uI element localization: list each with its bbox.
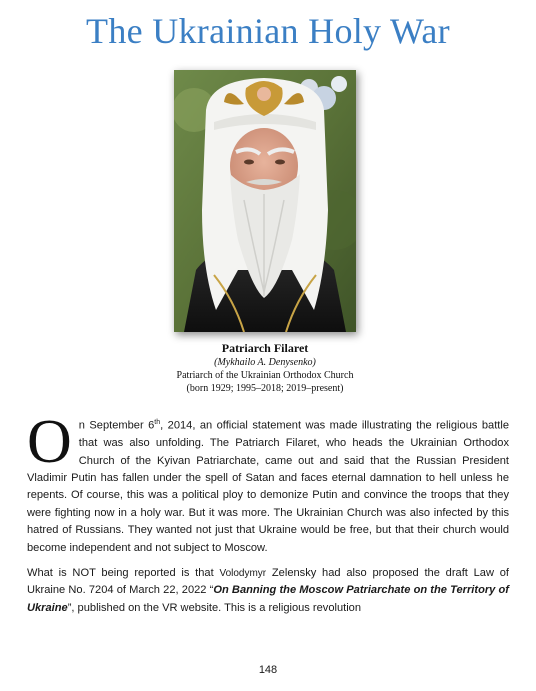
- paragraph-1-text: , 2014, an official statement was made illustrating the religious battle that was also unfolding. The Patriarch Filaret, who heads the Ukrainian Orthodox Church of the Kyivan Patriarchate, came out and said that the Russian President Vladimir Putin has fallen under the spell of Satan and faces eternal damnation to hell unless he repents. Of course, this was a political ploy to demonize Putin and convince the troops that they were fighting now in a holy war. But it was more. The Ukrainian Church was also infected by this hatred of Russians. They wanted not just that Ukraine would be free, but that their church would become independent and not subject to Moscow.: [27, 419, 509, 554]
- portrait-image: [174, 70, 356, 332]
- paragraph-1-superscript: th: [154, 419, 161, 426]
- caption-role: Patriarch of the Ukrainian Orthodox Church: [176, 370, 354, 381]
- paragraph-2-text-3: ”, published on the VR website. This is a religious revolution: [67, 601, 362, 614]
- caption-dates: (born 1929; 1995–2018; 2019–present): [186, 383, 344, 394]
- article-body: [27, 408, 510, 617]
- page-number: 148: [258, 664, 278, 676]
- law-title: On Banning the Moscow Patriarchate on the Territory of Ukraine: [27, 584, 510, 614]
- caption-name: Patriarch Filaret: [221, 341, 309, 355]
- paragraph-2-text-1: What is NOT being reported is that: [27, 566, 220, 579]
- paragraph-2: [27, 565, 509, 617]
- paragraph-1-lead: n September 6: [78, 419, 155, 432]
- paragraph-2-name: Volodymyr: [219, 567, 267, 579]
- caption-birth-name: (Mykhailo A. Denysenko): [214, 357, 316, 368]
- page-title: The Ukrainian Holy War: [86, 11, 450, 51]
- paragraph-1: [27, 408, 509, 557]
- photo-caption: [120, 340, 410, 395]
- patriarch-portrait: [174, 70, 356, 332]
- drop-cap: O: [27, 408, 72, 476]
- paragraph-2-text-2: Zelensky had also proposed the draft Law of Ukraine No. 7204 of March 22, 2022 “: [27, 566, 509, 597]
